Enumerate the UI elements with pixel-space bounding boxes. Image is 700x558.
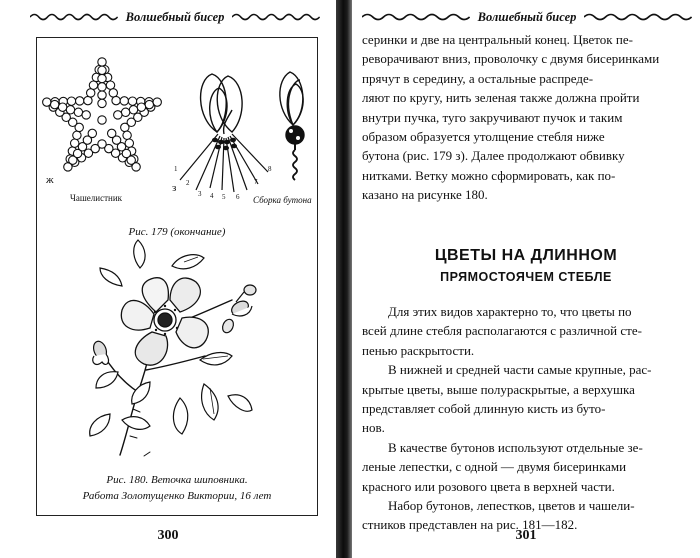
right-page: [352, 0, 700, 558]
book-spine: [336, 0, 352, 558]
bud-assembly-label: Сборка бутона: [253, 195, 312, 205]
figure-letter-zh: ж: [46, 174, 54, 186]
text-line: леные лепестки, с одной — двумя бисеринками: [362, 459, 627, 475]
wire-number-1: 1: [174, 165, 178, 173]
text-line: прячут в середину, а остальные распреде-: [362, 70, 594, 86]
text-line: Для этих видов характерно то, что цветы по: [388, 304, 632, 319]
text-line: казано на рисунке 180.: [362, 187, 488, 203]
section-title-line1: ЦВЕТЫ НА ДЛИННОМ: [434, 247, 618, 264]
wire-number-5: 5: [222, 193, 226, 201]
text-line: представляет собой длинную кисть из буто-: [362, 401, 606, 417]
text-line: стников представлен на рис. 181—182.: [362, 517, 578, 533]
wire-number-7: 7: [254, 178, 258, 186]
text-line: нов.: [362, 420, 385, 436]
running-header-right: [362, 6, 692, 28]
text-line: бутона (рис. 179 з). Далее продолжают обвивку: [362, 148, 625, 164]
continuation-paragraph: [362, 30, 678, 205]
header-ornament-left: [362, 12, 470, 22]
wire-number-2: 2: [186, 179, 190, 187]
wire-number-4: 4: [210, 192, 214, 200]
running-title: Волшебный бисер: [125, 9, 225, 24]
text-line: внутри пучка, туго закручивают пучок и таким: [362, 109, 623, 125]
section-title-line2: ПРЯМОСТОЯЧЕМ СТЕБЛЕ: [440, 270, 612, 284]
figure-letter-z: з: [172, 182, 177, 194]
wire-number-6: 6: [236, 193, 240, 201]
text-line: пенью раскрытости.: [362, 342, 475, 358]
text-line: красного или розового цвета в верхней части.: [362, 478, 615, 494]
text-line: Набор бутонов, лепестков, цветов и чашели-: [388, 498, 635, 514]
caption-figure-180-line1: Рис. 180. Веточка шиповника.: [106, 474, 248, 486]
calyx-label: Чашелистник: [70, 193, 123, 203]
left-page: [0, 0, 336, 558]
rose-flower: [121, 278, 208, 365]
rose-leaves: [90, 240, 252, 436]
text-line: всей длине стебля располагаются с различной сте-: [362, 323, 642, 339]
caption-figure-180-line2: Работа Золотущенко Виктории, 16 лет: [82, 490, 272, 502]
page-number-left: 300: [157, 528, 179, 543]
text-line: В качестве бутонов используют отдельные зе-: [388, 439, 643, 455]
text-line: ляют по кругу, нить зеленая также должна пройти: [362, 90, 640, 106]
text-line: реворачивают вниз, проволочку с двумя бисеринками: [362, 51, 660, 67]
wire-number-8: 8: [268, 165, 272, 173]
text-line: В нижней и средней части самые крупные, рас-: [388, 362, 652, 378]
page-number-right: 301: [515, 528, 537, 543]
text-line: крытые цветы, выше полураскрытые, а верхушка: [362, 381, 635, 397]
text-line: образом образуется утолщение стебля ниже: [362, 129, 605, 145]
wire-number-3: 3: [198, 190, 202, 198]
body-paragraphs: [362, 302, 678, 535]
caption-figure-179: Рис. 179 (окончание): [128, 226, 226, 238]
header-ornament-right: [584, 12, 692, 22]
text-line: серинки и две на центральный конец. Цветок пе-: [362, 32, 633, 47]
text-line: нитками. Ветку можно сформировать, как по-: [362, 167, 616, 183]
running-title: Волшебный бисер: [477, 9, 577, 24]
